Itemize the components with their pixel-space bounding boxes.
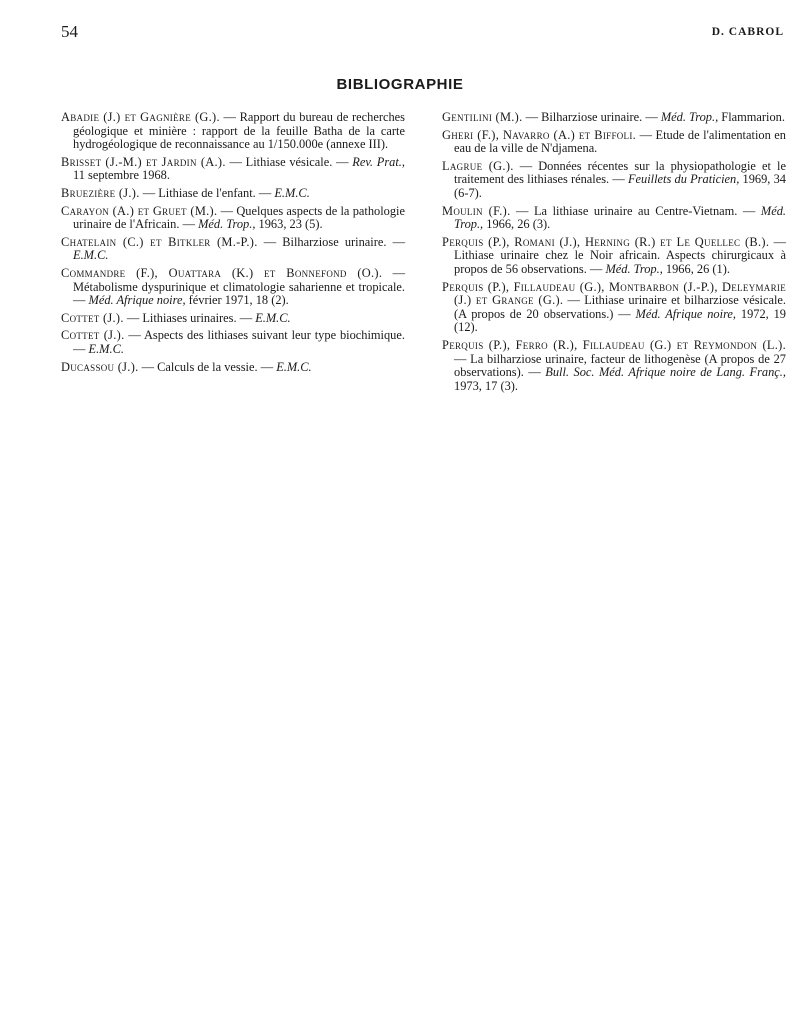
entry-text: — Lithiase urinaire et bilharziose vésicale. (A propos de 20 observations.) — bbox=[454, 293, 786, 321]
entry-text: — Calculs de la vessie. — bbox=[138, 359, 277, 374]
bibliography-entry bbox=[61, 329, 405, 356]
entry-text: — La bilharziose urinaire, facteur de lithogenèse (A propos de 27 observations). — bbox=[454, 351, 786, 380]
bibliography-entry bbox=[442, 160, 786, 201]
entry-details: février 1971, 18 (2). bbox=[185, 293, 289, 308]
entry-source: Méd. Trop., bbox=[605, 261, 663, 276]
bibliography-entry bbox=[61, 267, 405, 308]
entry-authors: Chatelain (C.) et Bitkler (M.-P.). bbox=[61, 234, 258, 249]
entry-text: — Lithiases urinaires. — bbox=[123, 310, 256, 325]
bibliography-entry bbox=[442, 236, 786, 277]
entry-authors: Perquis (P.), Ferro (R.), Fillaudeau (G.) et Reymondon (L.). bbox=[442, 337, 786, 352]
entry-details: Flammarion. bbox=[718, 110, 785, 124]
bibliography-entry bbox=[61, 312, 405, 326]
entry-source: E.M.C. bbox=[88, 341, 124, 356]
entry-authors: Lagrue (G.). bbox=[442, 158, 514, 173]
entry-authors: Gentilini (M.). bbox=[442, 110, 523, 124]
entry-source: Méd. Trop., bbox=[198, 217, 256, 232]
entry-text: — Rapport du bureau de recherches géologique et minière : rapport de la feuille Batha de la carte hydrogéologique de reconnaissance au 1/150.000e (annexe III). bbox=[73, 110, 405, 152]
running-head: D. CABROL bbox=[711, 26, 784, 38]
entry-text: — Données récentes sur la physiopathologie et le traitement des lithiases rénales. — bbox=[454, 158, 786, 187]
bibliography-entry bbox=[442, 205, 786, 232]
entry-source: Feuillets du Praticien, bbox=[627, 172, 740, 187]
entry-authors: Carayon (A.) et Gruet (M.). bbox=[61, 203, 218, 218]
entry-text: — Etude de l'alimentation en eau de la ville de N'djamena. bbox=[454, 127, 786, 156]
bibliography-entry bbox=[442, 339, 786, 393]
entry-authors: Ducassou (J.). bbox=[61, 359, 139, 374]
entry-authors: Brisset (J.-M.) et Jardin (A.). bbox=[61, 154, 226, 169]
bibliography-right-column bbox=[442, 111, 786, 397]
entry-source: E.M.C. bbox=[274, 185, 310, 200]
entry-text: — Bilharziose urinaire. — bbox=[257, 234, 405, 249]
entry-details: 1966, 26 (1). bbox=[662, 261, 730, 276]
entry-authors: Cottet (J.). bbox=[61, 328, 125, 343]
bibliography-entry bbox=[442, 281, 786, 335]
bibliography-entry bbox=[61, 156, 405, 183]
entry-details: 11 septembre 1968. bbox=[73, 168, 170, 183]
entry-text: — Bilharziose urinaire. — bbox=[522, 110, 661, 124]
bibliography-entry bbox=[61, 187, 405, 201]
bibliography-entry bbox=[442, 111, 786, 125]
entry-authors: Perquis (P.), Fillaudeau (G.), Montbarbon (J.-P.), Deleymarie (J.) et Grange (G.). bbox=[442, 279, 786, 308]
entry-details: 1973, 17 (3). bbox=[454, 378, 519, 393]
entry-authors: Moulin (F.). bbox=[442, 203, 511, 218]
bibliography-entry bbox=[61, 111, 405, 152]
entry-details: 1969, 34 (6-7). bbox=[454, 172, 786, 200]
entry-text: — Métabolisme dyspurinique et climatologie saharienne et tropicale. — bbox=[73, 265, 405, 308]
entry-source: Méd. Afrique noire, bbox=[635, 306, 737, 321]
bibliography-left-column bbox=[61, 111, 405, 378]
section-title: BIBLIOGRAPHIE bbox=[336, 76, 464, 93]
bibliography-entry bbox=[61, 361, 405, 375]
entry-authors: Cottet (J.). bbox=[61, 310, 124, 325]
entry-source: E.M.C. bbox=[276, 359, 312, 374]
entry-text: — Aspects des lithiases suivant leur type biochimique. — bbox=[73, 328, 405, 356]
page-number: 54 bbox=[61, 22, 78, 41]
entry-text: — Quelques aspects de la pathologie urinaire de l'Africain. — bbox=[73, 203, 406, 232]
entry-authors: Bruezière (J.). bbox=[61, 185, 140, 200]
entry-text: — Lithiase de l'enfant. — bbox=[139, 185, 275, 200]
bibliography-entry bbox=[61, 205, 405, 232]
entry-details: 1963, 23 (5). bbox=[255, 217, 323, 232]
entry-text: — Lithiase urinaire chez le Noir africain. Aspects chirurgicaux à propos de 56 observations. — bbox=[454, 234, 786, 276]
entry-source: Méd. Trop., bbox=[660, 110, 719, 124]
entry-authors: Perquis (P.), Romani (J.), Herning (R.) et Le Quellec (B.). bbox=[442, 234, 770, 249]
bibliography-entry bbox=[61, 236, 405, 263]
entry-source: E.M.C. bbox=[255, 310, 291, 325]
bibliography-entry bbox=[442, 129, 786, 156]
entry-text: — La lithiase urinaire au Centre-Vietnam. — bbox=[510, 203, 761, 218]
entry-authors: Gheri (F.), Navarro (A.) et Biffoli. bbox=[442, 127, 637, 142]
entry-source: Rev. Prat., bbox=[352, 154, 405, 169]
entry-details: 1966, 26 (3). bbox=[483, 217, 551, 232]
entry-source: Méd. Afrique noire, bbox=[88, 293, 186, 308]
entry-source: Méd. Trop., bbox=[454, 203, 786, 232]
entry-source: Bull. Soc. Méd. Afrique noire de Lang. Franç., bbox=[545, 365, 786, 380]
entry-text: — Lithiase vésicale. — bbox=[225, 154, 353, 169]
entry-source: E.M.C. bbox=[73, 248, 109, 263]
entry-details: 1972, 19 (12). bbox=[454, 306, 786, 335]
entry-authors: Commandre (F.), Ouattara (K.) et Bonnefond (O.). bbox=[61, 265, 383, 280]
entry-authors: Abadie (J.) et Gagnière (G.). bbox=[61, 110, 220, 124]
